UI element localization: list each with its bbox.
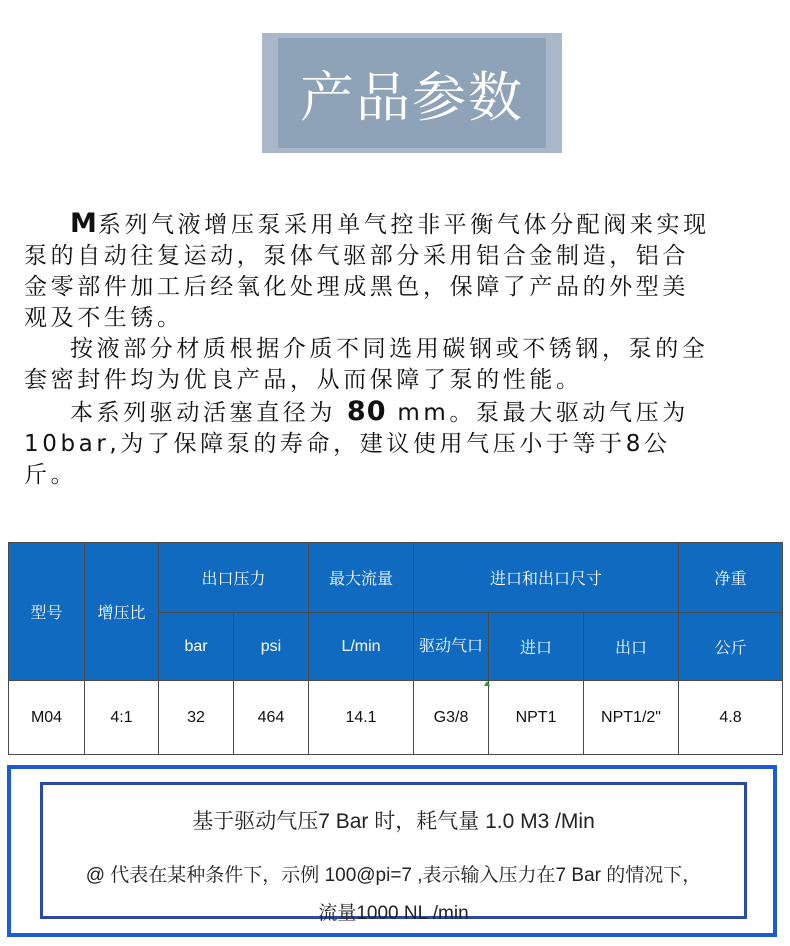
cell-psi: 464 [234,681,309,755]
cell-ratio: 4:1 [85,681,159,755]
cell-model: M04 [9,681,85,755]
cell-inlet: NPT1 [489,681,584,755]
intro-paragraph-3 [24,396,774,429]
header-max-flow: 最大流量 [309,543,414,613]
subheader-bar: bar [159,613,234,681]
title-banner [278,38,546,148]
cell-bar: 32 [159,681,234,755]
subheader-weight-unit: 公斤 [679,613,783,681]
intro-line: 10bar,为了保障泵的寿命，建议使用气压小于等于8公 [24,431,671,457]
subheader-flow-unit: L/min [309,613,414,681]
piston-diameter: 80 [346,396,387,427]
notes-inner-box [40,782,747,924]
intro-paragraph-1 [24,208,774,241]
intro-line: 泵的自动往复运动，泵体气驱部分采用铝合金制造，铝合 [24,243,689,269]
subheader-psi: psi [234,613,309,681]
series-letter: M [70,208,98,239]
cell-weight: 4.8 [679,681,783,755]
header-ratio: 增压比 [85,543,159,681]
header-model: 型号 [9,543,85,681]
intro-line: 套密封件均为优良产品，从而保障了泵的性能。 [24,367,583,393]
table-header-row [9,543,783,613]
header-outlet-pressure: 出口压力 [159,543,309,613]
notes-box [7,765,777,937]
intro-line: 观及不生锈。 [24,305,184,331]
cell-marker-icon [484,681,490,686]
intro-text [24,208,774,491]
intro-line: 金零部件加工后经氧化处理成黑色，保障了产品的外型美 [24,274,689,300]
subheader-inlet: 进口 [489,613,584,681]
intro-line: 斤。 [24,462,78,488]
cell-drive: G3/8 [414,681,489,755]
header-weight: 净重 [679,543,783,613]
intro-line: 系列气液增压泵采用单气控非平衡气体分配阀来实现 [97,212,710,238]
intro-line: 本系列驱动活塞直径为 [70,400,347,426]
intro-line: mm。泵最大驱动气压为 [386,400,689,426]
subheader-drive-air: 驱动气口 [414,613,489,681]
header-ports: 进口和出口尺寸 [414,543,679,613]
page-title: 产品参数 [300,65,524,129]
table-row [9,681,783,755]
note-flow-example: 流量1000 NL /min [318,903,469,924]
note-air-consumption: 基于驱动气压7 Bar 时，耗气量 1.0 M3 /Min [192,810,595,833]
subheader-outlet: 出口 [584,613,679,681]
note-condition-explanation: @ 代表在某种条件下，示例 100@pi=7 ,表示输入压力在7 Bar 的情况下， [85,865,702,886]
cell-flow: 14.1 [309,681,414,755]
cell-outlet: NPT1/2" [584,681,679,755]
spec-table [8,542,783,755]
intro-paragraph-2: 按液部分材质根据介质不同选用碳钢或不锈钢，泵的全 [70,336,709,362]
